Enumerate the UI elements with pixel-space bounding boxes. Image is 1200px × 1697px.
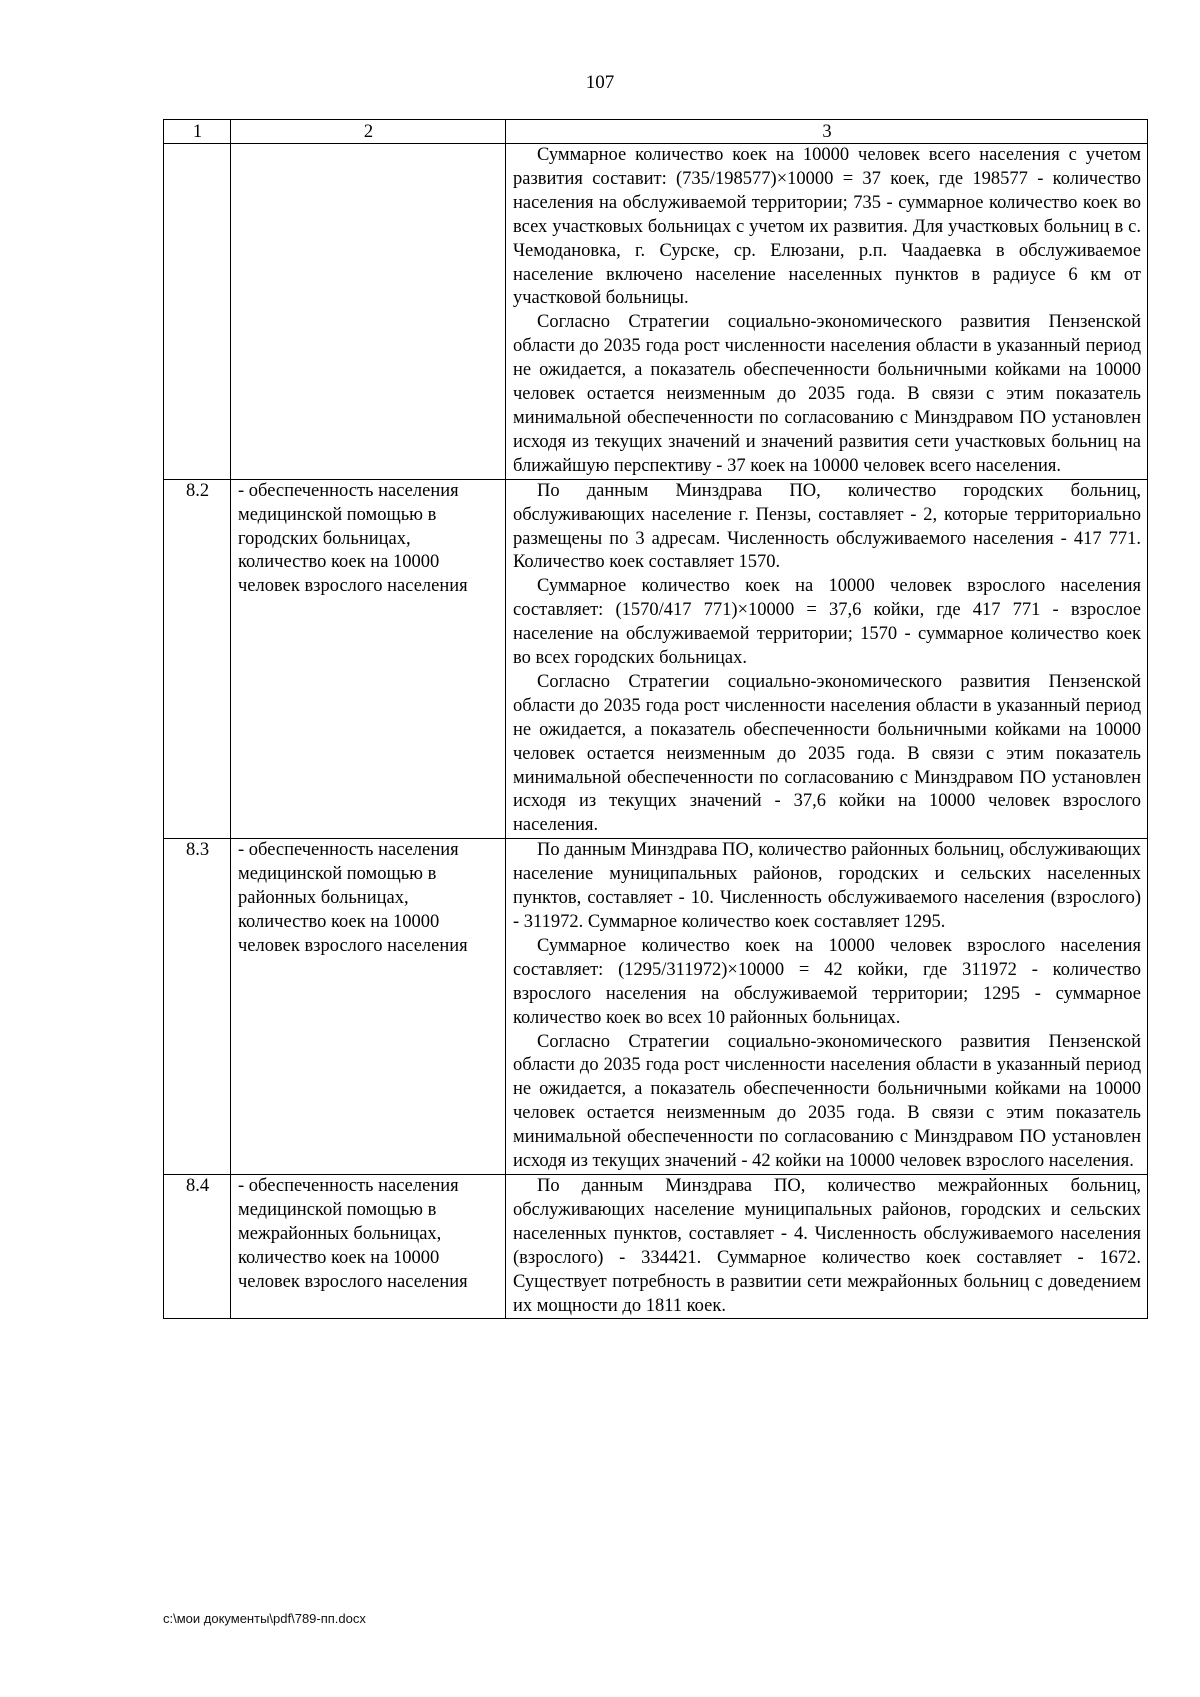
row-description	[506, 1174, 1148, 1318]
table-row	[164, 1174, 1148, 1318]
table-header-row	[164, 120, 1148, 144]
description-paragraph: Суммарное количество коек на 10000 человек взрослого населения составляет: (1570/417 771)×10000 = 37,6 койки, где 417 771 - взрослое население на обслуживаемой территории; 1570 - суммарное количество коек во всех городских больницах.	[513, 576, 1141, 669]
table-row	[164, 839, 1148, 1175]
description-paragraph: По данным Минздрава ПО, количество районных больниц, обслуживающих население муниципальных районов, городских и сельских населенных пунктов, составляет - 10. Численность обслуживаемого населения (взрослого) - 311972. Суммарное количество коек составляет 1295.	[513, 840, 1141, 932]
row-number: 8.4	[164, 1174, 231, 1318]
row-number: 8.3	[164, 839, 231, 1175]
table-row	[164, 479, 1148, 839]
row-number	[164, 144, 231, 480]
column-header-1: 1	[164, 120, 231, 144]
file-path-footer: c:\мои документы\pdf\789-пп.docx	[163, 1611, 366, 1626]
description-paragraph: По данным Минздрава ПО, количество межрайонных больниц, обслуживающих население муниципальных районов, городских и сельских населенных пунктов, составляет - 4. Численность обслуживаемого населения (взрослого) - 334421. Суммарное количество коек составляет - 1672. Существует потребность в развитии сети межрайонных больниц с доведением их мощности до 1811 коек.	[513, 1175, 1141, 1316]
table-row	[164, 144, 1148, 480]
row-indicator: - обеспеченность населения медицинской помощью в межрайонных больницах, количество коек на 10000 человек взрослого населения	[231, 1174, 506, 1318]
row-description	[506, 144, 1148, 480]
indicators-table	[163, 119, 1148, 1319]
description-paragraph: Согласно Стратегии социально-экономического развития Пензенской области до 2035 года рост численности населения области в указанный период не ожидается, а показатель обеспеченности больничными койками на 10000 человек остается неизменным до 2035 года. В связи с этим показатель минимальной обеспеченности по согласованию с Минздравом ПО установлен исходя из текущих значений - 37,6 койки на 10000 человек взрослого населения.	[513, 671, 1141, 836]
description-paragraph: Суммарное количество коек на 10000 человек взрослого населения составляет: (1295/311972)×10000 = 42 койки, где 311972 - количество взрослого населения на обслуживаемой территории; 1295 - суммарное количество коек во всех 10 районных больницах.	[513, 935, 1141, 1028]
row-description	[506, 839, 1148, 1175]
column-header-3: 3	[506, 120, 1148, 144]
row-indicator	[231, 144, 506, 480]
description-paragraph: По данным Минздрава ПО, количество городских больниц, обслуживающих население г. Пензы, составляет - 2, которые территориально размещены по 3 адресам. Численность обслуживаемого населения - 417 771. Количество коек составляет 1570.	[513, 480, 1141, 573]
row-indicator: - обеспеченность населения медицинской помощью в городских больницах, количество коек на 10000 человек взрослого населения	[231, 479, 506, 839]
description-paragraph: Согласно Стратегии социально-экономического развития Пензенской области до 2035 года рост численности населения области в указанный период не ожидается, а показатель обеспеченности больничными койками на 10000 человек остается неизменным до 2035 года. В связи с этим показатель минимальной обеспеченности по согласованию с Минздравом ПО установлен исходя из текущих значений и значений развития сети участковых больниц на ближайшую перспективу - 37 коек на 10000 человек всего населения.	[513, 312, 1141, 476]
column-header-2: 2	[231, 120, 506, 144]
description-paragraph: Согласно Стратегии социально-экономического развития Пензенской области до 2035 года рост численности населения области в указанный период не ожидается, а показатель обеспеченности больничными койками на 10000 человек остается неизменным до 2035 года. В связи с этим показатель минимальной обеспеченности по согласованию с Минздравом ПО установлен исходя из текущих значений - 42 койки на 10000 человек взрослого населения.	[513, 1031, 1141, 1172]
page-number: 107	[585, 72, 615, 93]
row-number: 8.2	[164, 479, 231, 839]
row-description	[506, 479, 1148, 839]
row-indicator: - обеспеченность населения медицинской помощью в районных больницах, количество коек на 10000 человек взрослого населения	[231, 839, 506, 1175]
description-paragraph: Суммарное количество коек на 10000 человек всего населения с учетом развития составит: (735/198577)×10000 = 37 коек, где 198577 - количество населения на обслуживаемой территории; 735 - суммарное количество коек во всех участковых больницах с учетом их развития. Для участковых больниц в с. Чемодановка, г. Сурске, ср. Елюзани, р.п. Чаадаевка в обслуживаемое население включено население населенных пунктов в радиусе 6 км от участковой больницы.	[513, 145, 1141, 309]
